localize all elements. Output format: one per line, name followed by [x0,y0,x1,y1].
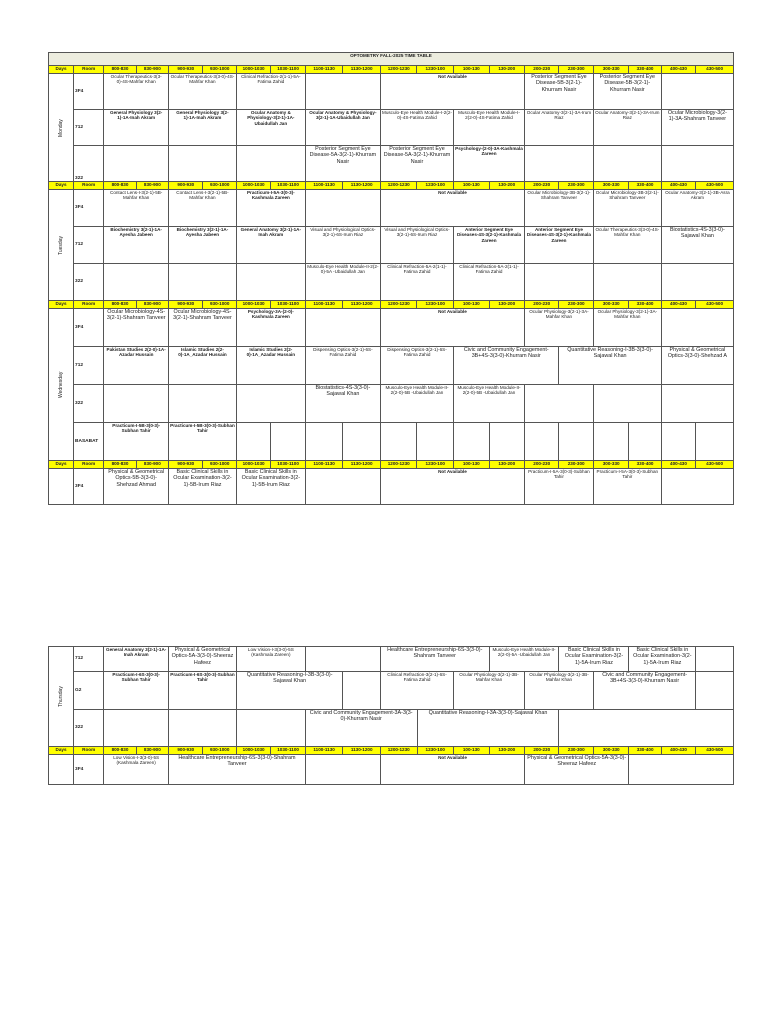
empty-cell [169,710,237,747]
class-cell: Ocular Anatomy-3(2-1)-3B-Asra Akram [661,190,733,227]
room-label: 322 [74,385,104,423]
slot-header: 300-330 [593,461,628,469]
header-row [49,182,734,190]
slot-header: 800-830 [104,747,136,755]
slot-header: 130-200 [489,301,524,309]
class-cell: Ocular Anatomy-3(2-1)-3A-Irum Riaz [524,110,593,146]
class-cell: Musculo-Eye Health Module-I-2(2-0)-4S-Fatima Zahid [380,110,453,146]
slot-header: 1200-1230 [380,747,417,755]
class-cell: Civic and Community Engagement-3B+4S-3(3-0)-Khurram Nasir [593,672,695,710]
room-label: 712 [74,347,104,385]
slot-header: 1030-1100 [271,747,305,755]
slot-header: 130-200 [489,182,524,190]
class-cell [305,74,380,110]
slot-header: 900-930 [169,66,203,74]
room-label: 322 [74,146,104,182]
day-label-wednesday: Wednesday [49,309,74,461]
slot-header: 900-930 [169,461,203,469]
table-row [49,647,734,672]
timetable-top [48,52,734,505]
class-cell: Clinical Refraction-5A-2(1-1)-Fatima Zahid [454,264,525,301]
room-label: 3F4 [74,190,104,227]
class-cell: Ocular Anatomy & Physiology-3(2-1)-1A-Ubaidullah Jan [236,110,305,146]
room-label: 3F4 [74,74,104,110]
empty-cell [104,385,169,423]
slot-header: 900-930 [169,301,203,309]
room-label: 712 [74,110,104,146]
slot-header: 100-130 [454,747,490,755]
class-cell: Anterior Segment Eye Diseases-4S-3(2-1)-Kashmala Zareen [454,227,525,264]
slot-header: 1230-100 [417,461,454,469]
timetable-bottom [48,646,734,785]
header-row [49,747,734,755]
class-cell: Dispensing Optics-3(2-1)-6S-Fatima Zahid [380,347,453,385]
class-cell: Ocular Physiology-3(2-1)-3B-Mahfar Khan [454,672,525,710]
class-cell: Practicum-I-5A-3(0-3)-Subhan Tahir [524,469,593,505]
class-cell: Biochemistry 3(2-1)-1A-Ayesha Jabeen [104,227,169,264]
class-cell: Visual and Physiological Optics-3(2-1)-6S-Irum Riaz [380,227,453,264]
slot-header: 330-400 [629,66,661,74]
class-cell: Practicum-I-5A-3(0-3)-Subhan Tahir [593,469,661,505]
table-row [49,264,734,301]
empty-cell [524,146,593,182]
class-cell: Clinical Refraction-2(1-1)-5A-Fatima Zahid [236,74,305,110]
class-cell: Dispensing Optics-3(2-1)-6S-Fatima Zahid [305,347,380,385]
class-cell: Civic and Community Engagement-3A-3(3-0)-Khurram Nasir [305,710,417,747]
slot-header: 1230-100 [417,301,454,309]
slot-header: 1000-1030 [236,747,270,755]
slot-header: 1200-1230 [380,301,417,309]
class-cell: Civic and Community Engagement-3B+4S-3(3-0)-Khurram Nasir [454,347,559,385]
class-cell: Ocular Microbiology-3B-3(2-1)-Shahram Tanveer [524,190,593,227]
slot-header: 200-230 [524,461,558,469]
slot-header: 1230-100 [417,66,454,74]
slot-header: 830-900 [136,66,168,74]
class-cell: Musculo-Eye Health Module-I-2(2-0)-4S-Fatima Zahid [454,110,525,146]
room-header: Room [74,301,104,309]
slot-header: 130-200 [489,66,524,74]
slot-header: 300-330 [593,747,629,755]
slot-header: 1100-1130 [305,182,343,190]
slot-header: 1230-100 [417,747,454,755]
class-cell: Contact Lens-I-3(2-1)-5B-Mahfar Khan [169,190,237,227]
slot-header: 1000-1030 [236,66,270,74]
slot-header: 130-200 [489,461,524,469]
day-cell [49,755,74,785]
class-cell: Ocular Therapeutics-3(3-0)-4S-Mahfar Khan [593,227,661,264]
empty-cell [593,146,661,182]
room-label: 3F4 [74,309,104,347]
class-cell: General Anatomy 3(2-1)-1A-Inah Akram [236,227,305,264]
slot-header: 1130-1200 [343,301,381,309]
class-cell: Low Vision-I-3(3-0)-5S (Kashmala Zareen) [236,647,305,672]
empty-cell [169,146,237,182]
room-header: Room [74,66,104,74]
table-row [49,146,734,182]
empty-cell [661,309,733,347]
timetable-grid [48,646,734,785]
slot-header: 800-830 [104,461,136,469]
room-label: G2 [74,672,104,710]
slot-header: 930-1000 [203,747,236,755]
class-cell: Biostatistics-4S-3(3-0)-Sajawal Khan [661,227,733,264]
slot-header: 330-400 [629,182,661,190]
table-row [49,710,734,747]
class-cell: Ocular Physiology-3(2-1)-3A-Mahfar Khan [593,309,661,347]
room-header: Room [74,747,104,755]
class-cell: Ocular Physiology-3(2-1)-3B-Mahfar Khan [525,672,594,710]
class-cell: Posterior Segment Eye Disease-5B-3(2-1)-Khurram Nasir [593,74,661,110]
empty-cell [559,710,734,747]
room-label: 322 [74,710,104,747]
day-label-tuesday: Tuesday [49,190,74,301]
day-label-monday: Monday [49,74,74,182]
slot-header: 1000-1030 [236,182,270,190]
class-cell: Contact Lens-I-3(2-1)-5B-Mahfar Khan [104,190,169,227]
slot-header: 830-900 [136,182,168,190]
slot-header: 930-1000 [203,66,236,74]
slot-header: 200-230 [524,301,558,309]
days-header: Days [49,301,74,309]
class-cell: Ocular Physiology-3(2-1)-3A-Mahfar Khan [524,309,593,347]
room-label: 712 [74,227,104,264]
page-title: OPTOMETRY FALL-2025 TIME TABLE [49,53,734,66]
header-row [49,461,734,469]
table-row [49,423,734,461]
empty-cell [305,469,380,505]
class-cell: Practicum-I-5B-3(0-3)-Subhan Tahir [169,423,237,461]
room-label: 322 [74,264,104,301]
table-row [49,672,734,710]
slot-header: 1000-1030 [236,461,270,469]
slot-header: 330-400 [629,461,661,469]
class-cell: Practicum-I-6S-3(0-3)-Subhan Tahir [104,672,169,710]
class-cell: Basic Clinical Skills in Ocular Examination-3(2-1)-5B-Irum Riaz [236,469,305,505]
empty-cell [305,755,380,785]
empty-cell [696,672,734,710]
room-label: 3F4 [74,755,104,785]
slot-header: 400-430 [661,66,695,74]
class-cell: Practicum-I-5A-3(0-3)-Kashmala Zareen [236,190,305,227]
empty-cell [696,647,734,672]
class-cell: Ocular Microbiology-4S-3(2-1)-Shahram Tanveer [169,309,237,347]
class-cell: Quantitative Reasoning-I-3B-3(3-0)-Sajawal Khan [236,672,342,710]
class-cell: Ocular Anatomy & Physiology-3(2-1)-1A-Ubaidullah Jan [305,110,380,146]
empty-cell [104,710,169,747]
class-cell: Practicum-I-5B-3(0-3)-Subhan Tahir [104,423,169,461]
days-header: Days [49,461,74,469]
day-cell [49,469,74,505]
slot-header: 1130-1200 [343,461,381,469]
class-cell: Clinical Refraction-3(2-1)-6S-Fatima Zahid [380,672,453,710]
slot-header: 900-930 [169,182,203,190]
class-cell: Basic Clinical Skills in Ocular Examination-3(2-1)-5B-Irum Riaz [169,469,237,505]
empty-cell [661,264,733,301]
slot-header: 400-430 [661,182,695,190]
empty-cell [305,190,380,227]
slot-header: 1100-1130 [305,66,343,74]
class-cell: Ocular Anatomy-3(2-1)-3A-Irum Riaz [593,110,661,146]
slot-header: 930-1000 [203,182,236,190]
days-header: Days [49,182,74,190]
class-cell: Ocular Microbiology-3(2-1)-3A-Shahram Tanveer [661,110,733,146]
slot-header: 800-830 [104,182,136,190]
class-cell: Physical & Geometrical Optics-5B-3(3-0)-Shehzad Ahmad [104,469,169,505]
table-row [49,469,734,505]
empty-cell [661,469,733,505]
slot-header: 1200-1230 [380,461,417,469]
class-cell: Quantitative Reasoning-I-3A-3(3-0)-Sajawal Khan [417,710,559,747]
class-cell: General Anatomy 3(2-1)-1A-Inah Akram [104,647,169,672]
table-row [49,309,734,347]
days-header: Days [49,747,74,755]
empty-cell [104,264,169,301]
slot-header: 230-300 [559,301,593,309]
class-cell: Ocular Microbiology-3B-3(2-1)-Shahram Tanveer [593,190,661,227]
empty-cell [593,264,661,301]
slot-header: 800-830 [104,301,136,309]
not-available-cell: Not Available [380,309,524,347]
slot-header: 1130-1200 [343,747,381,755]
empty-cell [524,264,593,301]
room-label: 712 [74,647,104,672]
empty-cell [236,146,305,182]
class-cell: Musculo-Eye Health Module-II-2(2-0)-5A -Ubaidullah Jan [305,264,380,301]
slot-header: 230-300 [559,747,593,755]
class-cell: Ocular Therapeutics-3(3-0)-4S-Mahfar Khan [169,74,237,110]
slot-header: 1100-1130 [305,461,343,469]
class-cell: Physical & Geometrical Optics-5A-3(3-0)-Sheeraz Hafeez [169,647,237,672]
slot-header: 1100-1130 [305,747,343,755]
class-cell [661,74,733,110]
slot-header: 1130-1200 [343,182,381,190]
class-cell: Pakistan Studies 2(2-0)-1A-Azadar Hussain [104,347,169,385]
empty-cell [236,710,305,747]
table-row [49,755,734,785]
class-cell: Psychology-3A-(2-0)-Kashmala Zareen [236,309,305,347]
not-available-cell: Not Available [380,190,524,227]
slot-header: 800-830 [104,66,136,74]
slot-header: 1230-100 [417,182,454,190]
class-cell: Visual and Physiological Optics-3(2-1)-6S-Irum Riaz [305,227,380,264]
slot-header: 430-500 [696,461,734,469]
empty-cell [236,385,305,423]
slot-header: 1030-1100 [271,301,305,309]
class-cell: Healthcare Entrepreneurship-6S-3(3-0)-Shahram Tanveer [169,755,306,785]
slot-header: 430-500 [696,747,734,755]
class-cell: Islamic Studies 2(2-0)-1A_Azadar Hussain [169,347,237,385]
empty-cell [104,146,169,182]
class-cell: Islamic Studies 2(2-0)-1A_Azadar Hussain [236,347,305,385]
class-cell: Ocular Therapeutics-3(3-0)-4S-Mahfar Khan [104,74,169,110]
slot-header: 930-1000 [203,461,236,469]
header-row [49,301,734,309]
table-row [49,227,734,264]
slot-header: 430-500 [696,66,734,74]
class-cell: Posterior Segment Eye Disease-5A-3(2-1)-Khurram Nasir [380,146,453,182]
empty-cell [629,755,734,785]
table-row [49,110,734,146]
empty-cell [305,309,380,347]
table-row [49,74,734,110]
class-cell: Basic Clinical Skills in Ocular Examination-3(2-1)-5A-Irum Riaz [559,647,629,672]
slot-header: 130-200 [489,747,524,755]
class-cell: Practicum-I-6S-3(0-3)-Subhan Tahir [169,672,237,710]
class-cell: Physical & Geometrical Optics-3(3-0)-Shehzad A [661,347,733,385]
class-cell: Healthcare Entrepreneurship-6S-3(3-0)-Shahram Tanveer [380,647,489,672]
not-available-cell: Not Available [380,469,524,505]
class-cell: Ocular Microbiology-4S-3(2-1)-Shahram Tanveer [104,309,169,347]
class-cell: Posterior Segment Eye Disease-5B-3(2-1)-Khurram Nasir [524,74,593,110]
slot-header: 330-400 [629,747,661,755]
slot-header: 1130-1200 [343,66,381,74]
slot-header: 400-430 [661,461,695,469]
class-cell: General Physiology 3(2-1)-1A-Inah Akram [169,110,237,146]
empty-cell [169,264,237,301]
slot-header: 430-500 [696,301,734,309]
empty-cell [661,146,733,182]
class-cell: Posterior Segment Eye Disease-5A-3(2-1)-Khurram Nasir [305,146,380,182]
class-cell: Anterior Segment Eye Diseases-4S-3(2-1)-Kashmala Zareen [524,227,593,264]
room-label: 3F4 [74,469,104,505]
slot-header: 300-330 [593,182,628,190]
days-header: Days [49,66,74,74]
class-cell: Clinical Refraction-5A-2(1-1)-Fatima Zahid [380,264,453,301]
slot-header: 230-300 [559,182,593,190]
room-header: Room [74,461,104,469]
class-cell: General Physiology 3(2-1)-1A-Inah Akram [104,110,169,146]
table-row [49,347,734,385]
slot-header: 100-130 [454,182,489,190]
slot-header: 200-230 [524,66,558,74]
class-cell: Musculo-Eye Health Module-II-2(2-0)-5B -Ubaidullah Jan [454,385,525,423]
table-row [49,190,734,227]
slot-header: 400-430 [661,747,695,755]
slot-header: 930-1000 [203,301,236,309]
slot-header: 230-300 [559,461,593,469]
class-cell: Musculo-Eye Health Module-II-2(2-0)-5A -Ubaidullah Jan [489,647,559,672]
slot-header: 1030-1100 [271,66,305,74]
room-header: Room [74,182,104,190]
slot-header: 1100-1130 [305,301,343,309]
slot-header: 200-230 [525,747,559,755]
slot-header: 430-500 [696,182,734,190]
day-label-thursday: Thursday [49,647,74,747]
slot-header: 830-900 [136,747,168,755]
slot-header: 1000-1030 [236,301,270,309]
class-cell: Physical & Geometrical Optics-5A-3(3-0)-Sheeraz Hafeez [525,755,629,785]
slot-header: 830-900 [136,301,168,309]
class-cell: Biostatistics-4S-3(3-0)-Sajawal Khan [305,385,380,423]
empty-cell [169,385,237,423]
empty-cell [661,385,733,423]
slot-header: 230-300 [559,66,593,74]
slot-header: 830-900 [136,461,168,469]
empty-cell [593,385,661,423]
room-label: BASABAT [74,423,104,461]
slot-header: 100-130 [454,461,489,469]
empty-cell [524,385,593,423]
not-available-cell: Not Available [380,74,524,110]
empty-cell [343,672,381,710]
slot-header: 100-130 [454,301,489,309]
class-cell: Biochemistry 3(2-1)-1A-Ayesha Jabeen [169,227,237,264]
class-cell: Basic Clinical Skills in Ocular Examination-3(2-1)-5A-Irum Riaz [629,647,696,672]
slot-header: 200-230 [524,182,558,190]
slot-header: 300-330 [593,66,628,74]
class-cell: Low Vision-I-3(3-0)-5S (Kashmala Zareen) [104,755,169,785]
slot-header: 1030-1100 [271,461,305,469]
slot-header: 1030-1100 [271,182,305,190]
slot-header: 1200-1230 [380,66,417,74]
slot-header: 1200-1230 [380,182,417,190]
timetable-grid [48,52,734,505]
class-cell: Quantitative Reasoning-I-3B-3(3-0)-Sajawal Khan [559,347,661,385]
not-available-cell: Not Available [380,755,524,785]
slot-header: 100-130 [454,66,489,74]
header-row [49,66,734,74]
slot-header: 400-430 [661,301,695,309]
slot-header: 330-400 [629,301,661,309]
class-cell: Psychology-(2-0)-3A-Kashmala Zareen [454,146,525,182]
empty-cell [236,264,305,301]
slot-header: 900-930 [169,747,203,755]
table-row [49,385,734,423]
slot-header: 300-330 [593,301,628,309]
class-cell: Musculo-Eye Health Module-II-2(2-0)-5B -Ubaidullah Jan [380,385,453,423]
empty-cell [305,647,380,672]
